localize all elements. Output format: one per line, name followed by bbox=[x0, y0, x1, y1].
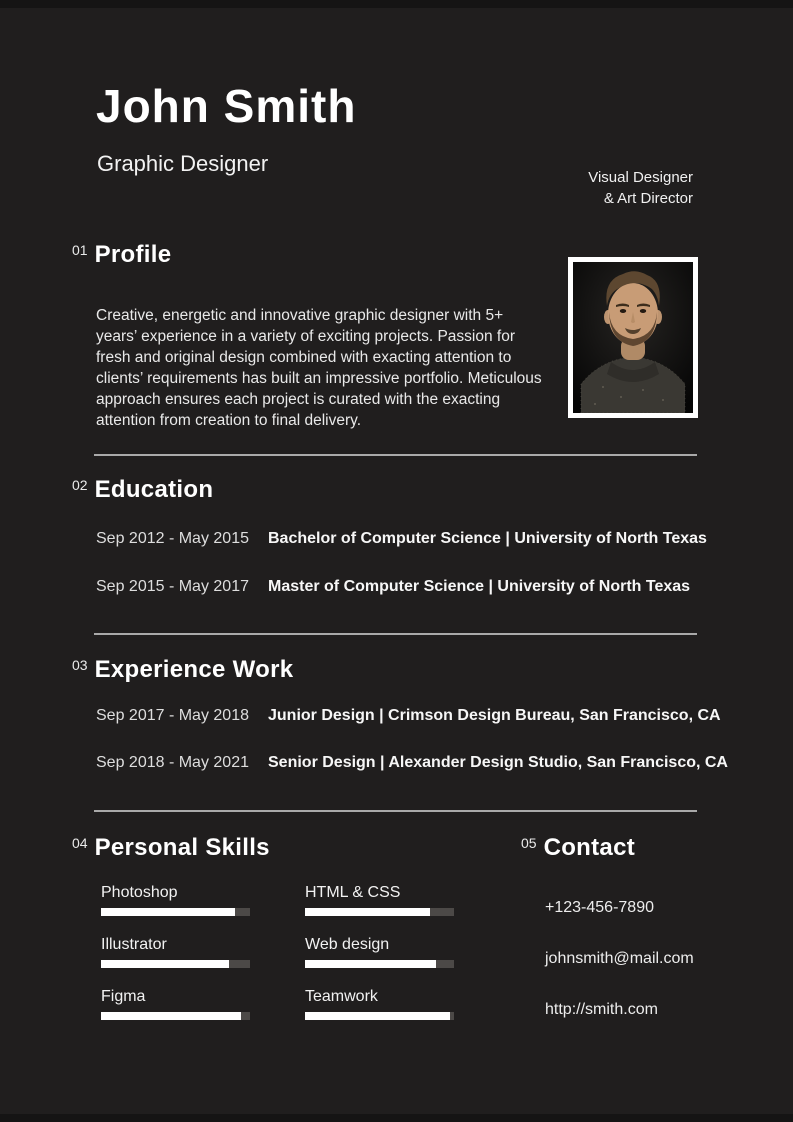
section-heading-contact bbox=[521, 834, 635, 862]
section-number: 04 bbox=[72, 835, 88, 851]
section-title: Profile bbox=[94, 241, 172, 268]
section-title: Experience Work bbox=[94, 656, 294, 683]
section-heading-skills bbox=[72, 834, 270, 862]
entry-dates: Sep 2015 - May 2017 bbox=[96, 578, 249, 595]
section-number: 01 bbox=[72, 242, 88, 258]
skill-label: Photoshop bbox=[101, 884, 178, 901]
skill-progress-bar bbox=[305, 960, 454, 968]
portrait-photo bbox=[568, 257, 698, 418]
entry-detail: Bachelor of Computer Science | University of North Texas bbox=[268, 530, 707, 547]
skill-label: Illustrator bbox=[101, 936, 167, 953]
skill-progress-fill bbox=[305, 960, 436, 968]
skill-progress-bar bbox=[305, 1012, 454, 1020]
skill-progress-bar bbox=[101, 960, 250, 968]
contact-phone: +123-456-7890 bbox=[545, 899, 654, 916]
skill-label: Figma bbox=[101, 988, 146, 1005]
skill-item bbox=[305, 988, 454, 1020]
section-number: 05 bbox=[521, 835, 537, 851]
section-title: Contact bbox=[543, 834, 636, 861]
skill-progress-bar bbox=[101, 908, 250, 916]
skill-progress-fill bbox=[305, 1012, 450, 1020]
portrait-illustration bbox=[573, 262, 693, 413]
section-heading-experience bbox=[72, 656, 293, 684]
skills-grid bbox=[101, 884, 454, 1040]
contact-website: http://smith.com bbox=[545, 1001, 658, 1018]
section-heading-profile bbox=[72, 241, 171, 269]
contact-email: johnsmith@mail.com bbox=[545, 950, 694, 967]
section-divider bbox=[94, 454, 697, 456]
skill-label: Teamwork bbox=[305, 988, 378, 1005]
section-title: Personal Skills bbox=[94, 834, 270, 861]
tagline-line-1: Visual Designer bbox=[588, 169, 693, 186]
education-entry bbox=[96, 529, 707, 548]
skills-column-right bbox=[305, 884, 454, 1040]
tagline-line-2: & Art Director bbox=[603, 190, 693, 207]
person-role: Graphic Designer bbox=[97, 151, 269, 176]
education-entry bbox=[96, 577, 690, 596]
skill-item bbox=[305, 936, 454, 968]
skill-label: HTML & CSS bbox=[305, 884, 401, 901]
section-divider bbox=[94, 810, 697, 812]
section-number: 03 bbox=[72, 657, 88, 673]
skill-item bbox=[305, 884, 454, 916]
section-number: 02 bbox=[72, 477, 88, 493]
top-edge-bar bbox=[0, 0, 793, 8]
skill-progress-bar bbox=[305, 908, 454, 916]
section-heading-education bbox=[72, 476, 213, 504]
entry-dates: Sep 2017 - May 2018 bbox=[96, 707, 249, 724]
tagline bbox=[588, 167, 693, 209]
person-name: John Smith bbox=[96, 80, 357, 132]
entry-dates: Sep 2012 - May 2015 bbox=[96, 530, 249, 547]
skill-progress-fill bbox=[305, 908, 430, 916]
contact-list bbox=[545, 899, 694, 1052]
skill-progress-fill bbox=[101, 1012, 241, 1020]
profile-summary-text: Creative, energetic and innovative graphic designer with 5+ years’ experience in a variety of exciting projects. Passion for fresh and original design combined with exacting attention to clients’ requirements has built an impressive portfolio. Meticulous approach ensures each project is curated with the exacting attention from creation to final delivery. bbox=[96, 306, 542, 429]
experience-entry bbox=[96, 753, 728, 772]
skills-column-left bbox=[101, 884, 250, 1040]
skill-label: Web design bbox=[305, 936, 390, 953]
skill-item bbox=[101, 884, 250, 916]
entry-detail: Senior Design | Alexander Design Studio, San Francisco, CA bbox=[268, 754, 728, 771]
entry-dates: Sep 2018 - May 2021 bbox=[96, 754, 249, 771]
entry-detail: Junior Design | Crimson Design Bureau, San Francisco, CA bbox=[268, 707, 721, 724]
bottom-edge-bar bbox=[0, 1114, 793, 1122]
skill-progress-fill bbox=[101, 960, 229, 968]
skill-progress-fill bbox=[101, 908, 235, 916]
experience-entry bbox=[96, 706, 721, 725]
section-title: Education bbox=[94, 476, 214, 503]
skill-item bbox=[101, 936, 250, 968]
skill-progress-bar bbox=[101, 1012, 250, 1020]
section-divider bbox=[94, 633, 697, 635]
skill-item bbox=[101, 988, 250, 1020]
entry-detail: Master of Computer Science | University of North Texas bbox=[268, 578, 691, 595]
